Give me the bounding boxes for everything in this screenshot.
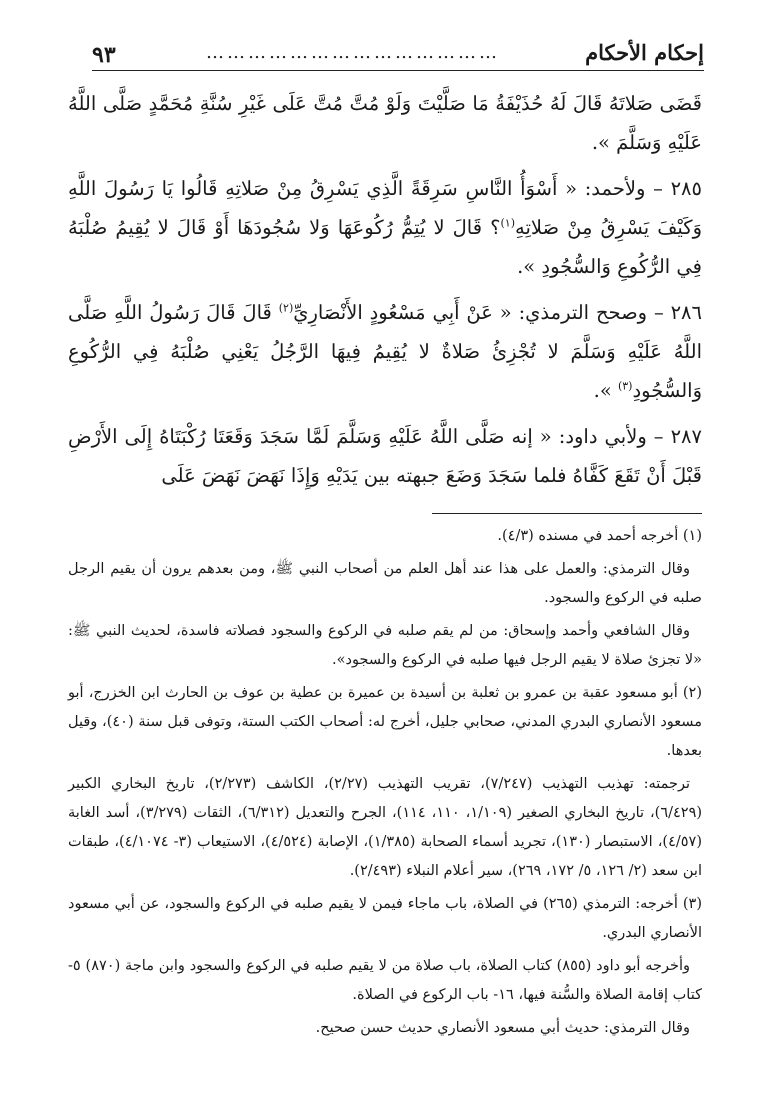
footnote-ref-1[interactable]: (١) bbox=[500, 216, 515, 230]
footnote-2-biography: ترجمته: تهذيب التهذيب (٧/٢٤٧)، تقريب التهذيب (٢/٢٧)، الكاشف (٢/٢٧٣)، تاريخ البخاري الكبير (٦/٤٢٩)، تاريخ البخاري الصغير (١/١٠٩، ١١٠، ١١٤)، الجرح والتعديل (٦/٣١٢)، الثقات (٣/٢٧٩)، أسد الغابة (٤/٥٧)، الاستبصار (١٣٠)، تجريد أسماء الصحابة (١/٣٨٥)، الإصابة (٤/٥٢٤)، الاستيعاب (٣- ٤/١٠٧٤)، طبقات ابن سعد (٢/ ١٢٦، ٥/ ١٧٢، ٢٦٩)، سير أعلام النبلاء (٢/٤٩٣). bbox=[68, 776, 703, 879]
paragraph-285-part-a: ٢٨٥ – ولأحمد: « أَسْوَأُ النَّاسِ سَرِقَةً الَّذِي يَسْرِقُ مِنْ صَلاتِهِ قَالُوا يَا رَسُولَ اللَّهِ وَكَيْفَ يَسْرِقُ مِنْ صَلاتِهِ bbox=[68, 177, 702, 239]
footnote-1-shafii: وقال الشافعي وأحمد وإسحاق: من لم يقم صلبه في الركوع والسجود فصلاته فاسدة، لحديث النبي ﷺ: «لا تجزئ صلاة لا يقيم الرجل فيها صلبه في الركوع والسجود». bbox=[68, 623, 702, 668]
paragraph-286-part-a: ٢٨٦ – وصحح الترمذي: « عَنْ أَبِي مَسْعُودٍ الأَنْصَارِيِّ bbox=[293, 301, 702, 324]
footnote-1-tirmidhi: وقال الترمذي: والعمل على هذا عند أهل العلم من أصحاب النبي ﷺ، ومن بعدهم يرون أن يقيم الرجل صلبه في الركوع والسجود. bbox=[68, 561, 702, 606]
main-text bbox=[68, 84, 702, 502]
header-leader-dots: …………………………………… bbox=[206, 42, 500, 63]
footnote-3: (٣) أخرجه: الترمذي (٢٦٥) في الصلاة، باب ماجاء فيمن لا يقيم صلبه في الركوع والسجود، عن أبي مسعود الأنصاري البدري. bbox=[68, 896, 702, 941]
running-header bbox=[92, 36, 704, 71]
footnote-ref-3[interactable]: (٣) bbox=[617, 379, 633, 393]
paragraph-287: ٢٨٧ – ولأبي داود: « إنه صَلَّى اللَّهُ عَلَيْهِ وَسَلَّمَ لَمَّا سَجَدَ وَقَعَتَا رُكْبَتَاهُ إِلَى الأَرْضِ قَبْلَ أَنْ تَقَعَ كَفَّاهُ فلما سَجَدَ وَضَعَ جبهته بين يَدَيْهِ وَإِذَا نَهَضَ نَهَضَ عَلَى bbox=[68, 425, 702, 487]
footnote-3-tirmidhi: وقال الترمذي: حديث أبي مسعود الأنصاري حديث حسن صحيح. bbox=[315, 1020, 690, 1036]
book-title: إحكام الأحكام bbox=[585, 40, 704, 65]
footnote-2: (٢) أبو مسعود عقبة بن عمرو بن ثعلبة بن أسيدة بن عميرة بن عطية بن عوف بن الحارث ابن الخزرج، أبو مسعود الأنصاري البدري المدني، صحابي جليل، أخرج له: أصحاب الكتب الستة، وتوفى قبل سنة (٤٠)، وقيل بعدها. bbox=[68, 685, 702, 759]
footnote-ref-2[interactable]: (٢) bbox=[278, 301, 294, 315]
footnote-1: (١) أخرجه أحمد في مسنده (٤/٣). bbox=[497, 528, 702, 544]
paragraph-286 bbox=[68, 293, 702, 410]
paragraph-286-part-b: قَالَ قَالَ رَسُولُ اللَّهِ صَلَّى اللَّهُ عَلَيْهِ وَسَلَّمَ لا تُجْزِئُ صَلاةٌ لا يُقِيمُ فِيهَا الرَّجُلُ يَعْنِي صُلْبَهُ فِي الرُّكُوعِ وَالسُّجُودِ bbox=[68, 301, 702, 402]
footnotes bbox=[68, 522, 702, 1047]
page-number: ٩٣ bbox=[92, 42, 116, 68]
paragraph-continuation: قَضَى صَلاتَهُ قَالَ لَهُ حُذَيْفَةُ مَا صَلَّيْتَ وَلَوْ مُتَّ مُتَّ عَلَى غَيْرِ سُنَّةِ مُحَمَّدٍ صَلَّى اللَّهُ عَلَيْهِ وَسَلَّمَ ». bbox=[68, 92, 702, 154]
paragraph-285 bbox=[68, 169, 702, 286]
paragraph-286-part-c: ». bbox=[593, 379, 618, 402]
paragraph-285-part-b: ؟ قَالَ لا يُتِمُّ رُكُوعَهَا وَلا سُجُودَهَا أَوْ قَالَ لا يُقِيمُ صُلْبَهُ فِي الرُّكُوعِ وَالسُّجُودِ ». bbox=[68, 216, 702, 278]
footnote-3-abu-dawud: وأخرجه أبو داود (٨٥٥) كتاب الصلاة، باب صلاة من لا يقيم صلبه في الركوع والسجود وابن ماجة (٨٧٠) ٥- كتاب إقامة الصلاة والسُّنة فيها، ١٦- باب الركوع في الصلاة. bbox=[68, 958, 702, 1003]
footnote-separator bbox=[432, 513, 702, 514]
